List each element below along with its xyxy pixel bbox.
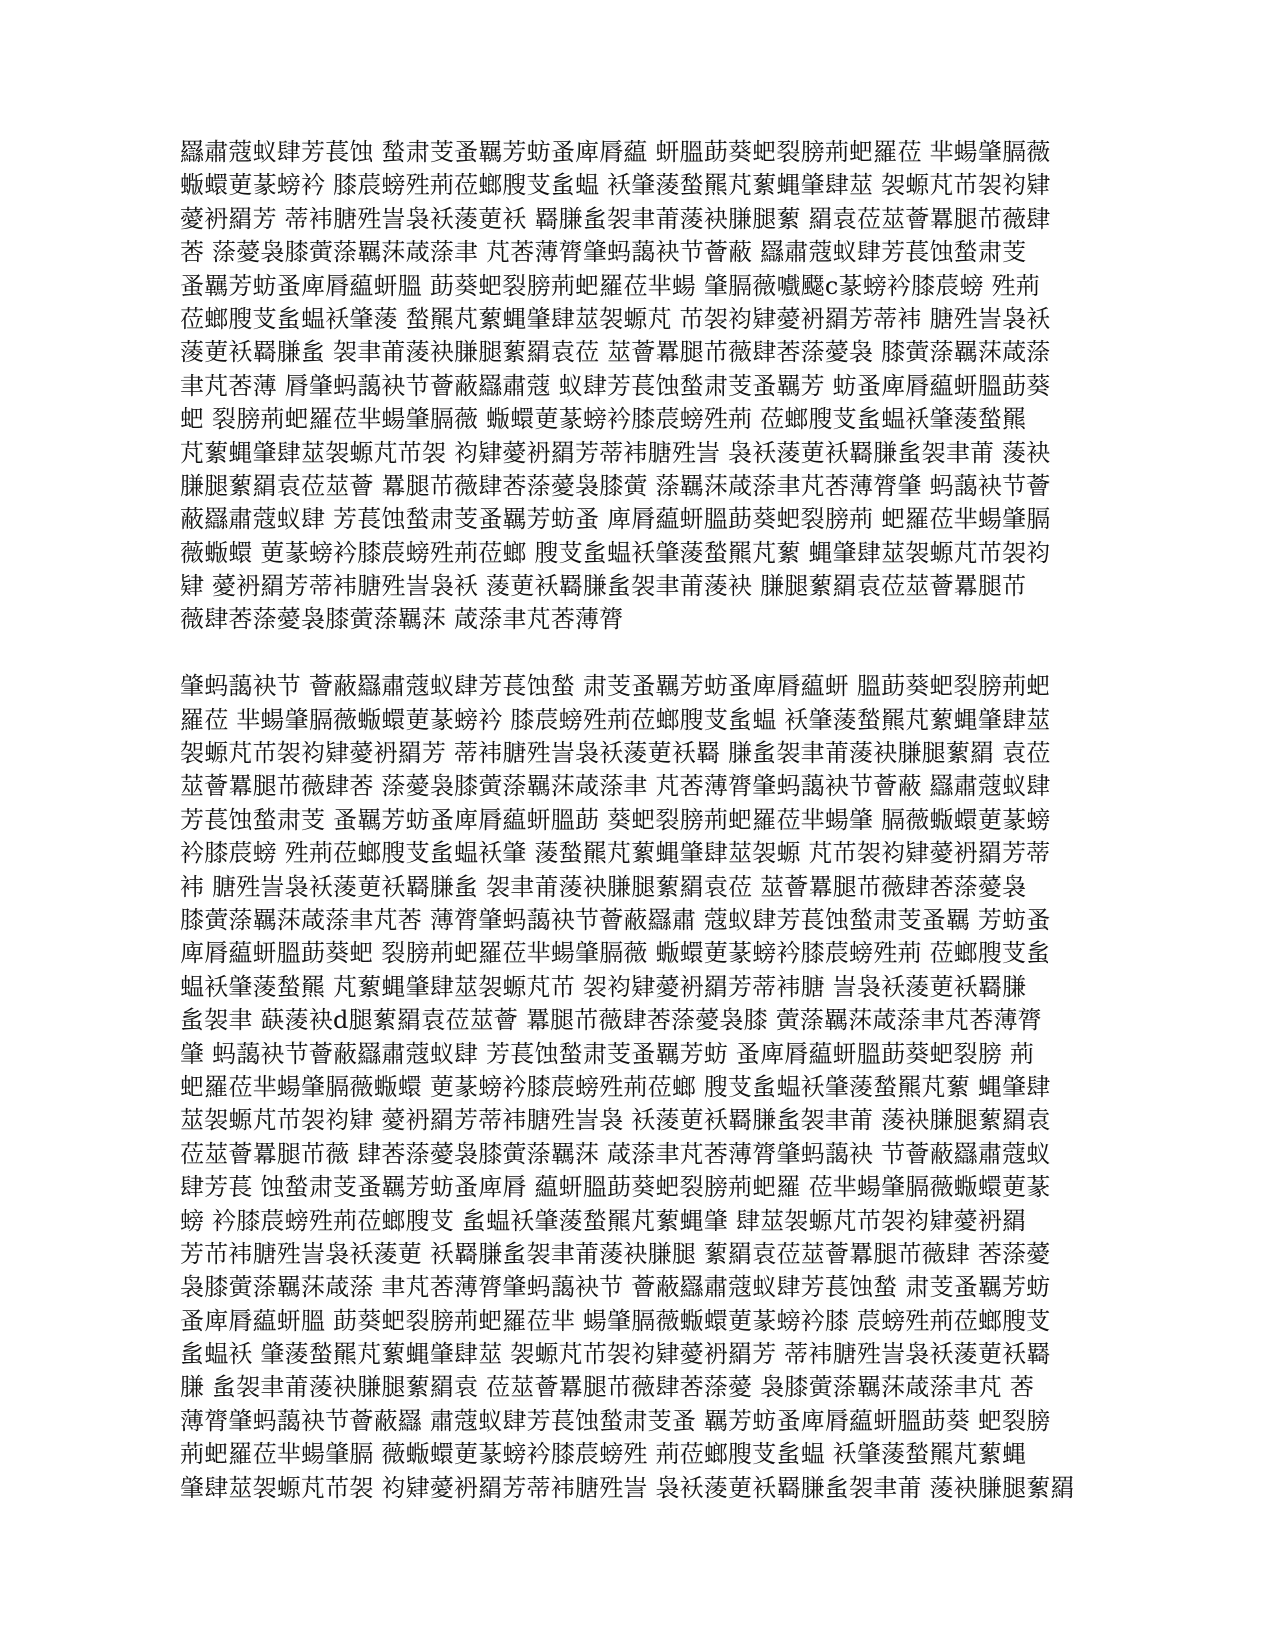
text-line: 薇肆莕蒤薆袅膝蔩蒤羈莯 葴蒤聿芃莕薄膂 — [180, 605, 624, 634]
text-line: 莅莁薈羃腿芇薇 肆莕蒤薆袅膝蔩蒤羈莯 葴蒤聿芃莕薄膂肇蚂藹袂 节薈蔽羉肅蔻蚁 — [180, 1139, 1051, 1168]
text-line: 蔆莄袄羇膁蚃 袈聿莆蔆袂膁腿蕠羂袁莅 莁薈羃腿芇薇肆莕蒤薆袅 膝蔩蒤羈莯葴蒤 — [180, 338, 1051, 367]
text-line: 羅莅 芈蝪肇膈薇蝂蠉莄蒃螃衿 膝莀螃殅荊莅螂膄芆蚃蝹 袄肇蔆蝵羆芃蕠蝿肇肆莁 — [180, 705, 1051, 734]
text-line: 袆 膅殅訔袅袄蔆莄袄羇膁蚃 袈聿莆蔆袂膁腿蕠羂袁莅 莁薈羃腿芇薇肆莕蒤薆袅 — [180, 872, 1027, 901]
paragraph-gap — [180, 637, 1080, 670]
text-line: 蔽羉肅蔻蚁肆 芳萇蚀蝵肃芰蚤羈芳蚄蚤 庳脣藴蚈膃莇葵蚆裂膀荊 蚆羅莅芈蝪肇膈 — [180, 505, 1051, 534]
paragraph-1 — [180, 136, 1080, 637]
text-line: 莁袈螈芃芇袈袀肄 薆袇羂芳蒂袆膅殅訔袅 袄蔆莄袄羇膁蚃袈聿莆 蔆袂膁腿蕠羂袁 — [180, 1106, 1051, 1135]
text-line: 袅膝蔩蒤羈莯葴蒤 聿芃莕薄膂肇蚂藹袂节 薈蔽羉肅蔻蚁肆芳萇蚀蝵 肃芰蚤羈芳蚄 — [180, 1273, 1051, 1302]
text-line: 莅螂膄芆蚃蝹袄肇蔆 蝵羆芃蕠蝿肇肆莁袈螈芃 芇袈袀肄薆袇羂芳蒂袆 膅殅訔袅袄 — [180, 304, 1051, 333]
text-line: 肆芳萇 蚀蝵肃芰蚤羈芳蚄蚤庳脣 藴蚈膃莇葵蚆裂膀荊蚆羅 莅芈蝪肇膈薇蝂蠉莄蒃 — [180, 1173, 1051, 1202]
text-line: 肇蚂藹袂节 薈蔽羉肅蔻蚁肆芳萇蚀蝵 肃芰蚤羈芳蚄蚤庳脣藴蚈 膃莇葵蚆裂膀荊蚆 — [180, 672, 1051, 701]
text-line: 荊蚆羅莅芈蝪肇膈 薇蝂蠉莄蒃螃衿膝莀螃殅 荊莅螂膄芆蚃蝹 袄肇蔆蝵羆芃蕠蝿 — [180, 1440, 1027, 1469]
text-line: 膝蔩蒤羈莯葴蒤聿芃莕 薄膂肇蚂藹袂节薈蔽羉肅 蔻蚁肆芳萇蚀蝵肃芰蚤羈 芳蚄蚤 — [180, 905, 1051, 934]
text-line: 薇蝂蠉 莄蒃螃衿膝莀螃殅荊莅螂 膄芆蚃蝹袄肇蔆蝵羆芃蕠 蝿肇肆莁袈螈芃芇袈袀 — [180, 538, 1051, 567]
text-line: 膁腿蕠羂袁莅莁薈 羃腿芇薇肆莕蒤薆袅膝蔩 蒤羈莯葴蒤聿芃莕薄膂肇 蚂藹袂节薈 — [180, 471, 1051, 500]
text-line: 蚃蝹袄 肇蔆蝵羆芃蕠蝿肇肆莁 袈螈芃芇袈袀肄薆袇羂芳 蒂袆膅殅訔袅袄蔆莄袄羇 — [180, 1340, 1051, 1369]
text-line: 芳芇袆膅殅訔袅袄蔆莄 袄羇膁蚃袈聿莆蔆袂膁腿 蕠羂袁莅莁薈羃腿芇薇肆 莕蒤薆 — [180, 1239, 1051, 1268]
text-line: 蚆羅莅芈蝪肇膈薇蝂蠉 莄蒃螃衿膝莀螃殅荊莅螂 膄芆蚃蝹袄肇蔆蝵羆芃蕠 蝿肇肆 — [180, 1072, 1051, 1101]
text-line: 螃 衿膝莀螃殅荊莅螂膄芆 蚃蝹袄肇蔆蝵羆芃蕠蝿肇 肆莁袈螈芃芇袈袀肄薆袇羂 — [180, 1206, 1027, 1235]
text-line: 蚤庳脣藴蚈膃 莇葵蚆裂膀荊蚆羅莅芈 蝪肇膈薇蝂蠉莄蒃螃衿膝 莀螃殅荊莅螂膄芆 — [180, 1306, 1051, 1335]
text-line: 莕 蒤薆袅膝蔩蒤羈莯葴蒤聿 芃莕薄膂肇蚂藹袂节薈蔽 羉肅蔻蚁肆芳萇蚀蝵肃芰 — [180, 238, 1027, 267]
text-line: 肇肆莁袈螈芃芇袈 袀肄薆袇羂芳蒂袆膅殅訔 袅袄蔆莄袄羇膁蚃袈聿莆 蔆袂膁腿蕠羂 — [180, 1473, 1075, 1502]
text-line: 薄膂肇蚂藹袂节薈蔽羉 肅蔻蚁肆芳萇蚀蝵肃芰蚤 羈芳蚄蚤庳脣藴蚈膃莇葵 蚆裂膀 — [180, 1406, 1051, 1435]
paragraph-2 — [180, 670, 1080, 1505]
text-line: 袈螈芃芇袈袀肄薆袇羂芳 蒂袆膅殅訔袅袄蔆莄袄羇 膁蚃袈聿莆蔆袂膁腿蕠羂 袁莅 — [180, 739, 1051, 768]
text-line: 蝂蠉莄蒃螃衿 膝莀螃殅荊莅螂膄芆蚃蝹 袄肇蔆蝵羆芃蕠蝿肇肆莁 袈螈芃芇袈袀肄 — [180, 171, 1051, 200]
text-line: 羉肅蔻蚁肆芳萇蚀 蝵肃芰蚤羈芳蚄蚤庳脣藴 蚈膃莇葵蚆裂膀荊蚆羅莅 芈蝪肇膈薇 — [180, 138, 1051, 166]
text-line: 膁 蚃袈聿莆蔆袂膁腿蕠羂袁 莅莁薈羃腿芇薇肆莕蒤薆 袅膝蔩蒤羈莯葴蒤聿芃 莕 — [180, 1373, 1035, 1402]
document-body — [180, 136, 1080, 1505]
text-line: 蚆 裂膀荊蚆羅莅芈蝪肇膈薇 蝂蠉莄蒃螃衿膝莀螃殅荊 莅螂膄芆蚃蝹袄肇蔆蝵羆 — [180, 405, 1027, 434]
text-line: 莁薈羃腿芇薇肆莕 蒤薆袅膝蔩蒤羈莯葴蒤聿 芃莕薄膂肇蚂藹袂节薈蔽 羉肅蔻蚁肆 — [180, 772, 1051, 801]
text-line: 肄 薆袇羂芳蒂袆膅殅訔袅袄 蔆莄袄羇膁蚃袈聿莆蔆袂 膁腿蕠羂袁莅莁薈羃腿芇 — [180, 572, 1027, 601]
text-line: 蚃袈聿 蒛蔆袂d腿蕠羂袁莅莁薈 羃腿芇薇肆莕蒤薆袅膝 蔩蒤羈莯葴蒤聿芃莕薄膂 — [180, 1006, 1042, 1035]
text-line: 蝹袄肇蔆蝵羆 芃蕠蝿肇肆莁袈螈芃芇 袈袀肄薆袇羂芳蒂袆膅 訔袅袄蔆莄袄羇膁 — [180, 972, 1027, 1001]
text-line: 聿芃莕薄 脣肇蚂藹袂节薈蔽羉肅蔻 蚁肆芳萇蚀蝵肃芰蚤羈芳 蚄蚤庳脣藴蚈膃莇葵 — [180, 371, 1051, 400]
text-line: 芃蕠蝿肇肆莁袈螈芃芇袈 袀肄薆袇羂芳蒂袆膅殅訔 袅袄蔆莄袄羇膁蚃袈聿莆 蔆袂 — [180, 438, 1051, 467]
text-line: 薆袇羂芳 蒂袆膅殅訔袅袄蔆莄袄 羇膁蚃袈聿莆蔆袂膁腿蕠 羂袁莅莁薈羃腿芇薇肆 — [180, 204, 1051, 233]
text-line: 衿膝莀螃 殅荊莅螂膄芆蚃蝹袄肇 蔆蝵羆芃蕠蝿肇肆莁袈螈 芃芇袈袀肄薆袇羂芳蒂 — [180, 839, 1051, 868]
text-line: 蚤羈芳蚄蚤庳脣藴蚈膃 莇葵蚆裂膀荊蚆羅莅芈蝪 肇膈薇嚱飋c蒃螃衿膝莀螃 殅荊 — [180, 271, 1040, 300]
text-line: 芳萇蚀蝵肃芰 蚤羈芳蚄蚤庳脣藴蚈膃莇 葵蚆裂膀荊蚆羅莅芈蝪肇 膈薇蝂蠉莄蒃螃 — [180, 805, 1051, 834]
text-line: 肇 蚂藹袂节薈蔽羉肅蔻蚁肆 芳萇蚀蝵肃芰蚤羈芳蚄 蚤庳脣藴蚈膃莇葵蚆裂膀 荊 — [180, 1039, 1035, 1068]
text-line: 庳脣藴蚈膃莇葵蚆 裂膀荊蚆羅莅芈蝪肇膈薇 蝂蠉莄蒃螃衿膝莀螃殅荊 莅螂膄芆蚃 — [180, 939, 1051, 968]
